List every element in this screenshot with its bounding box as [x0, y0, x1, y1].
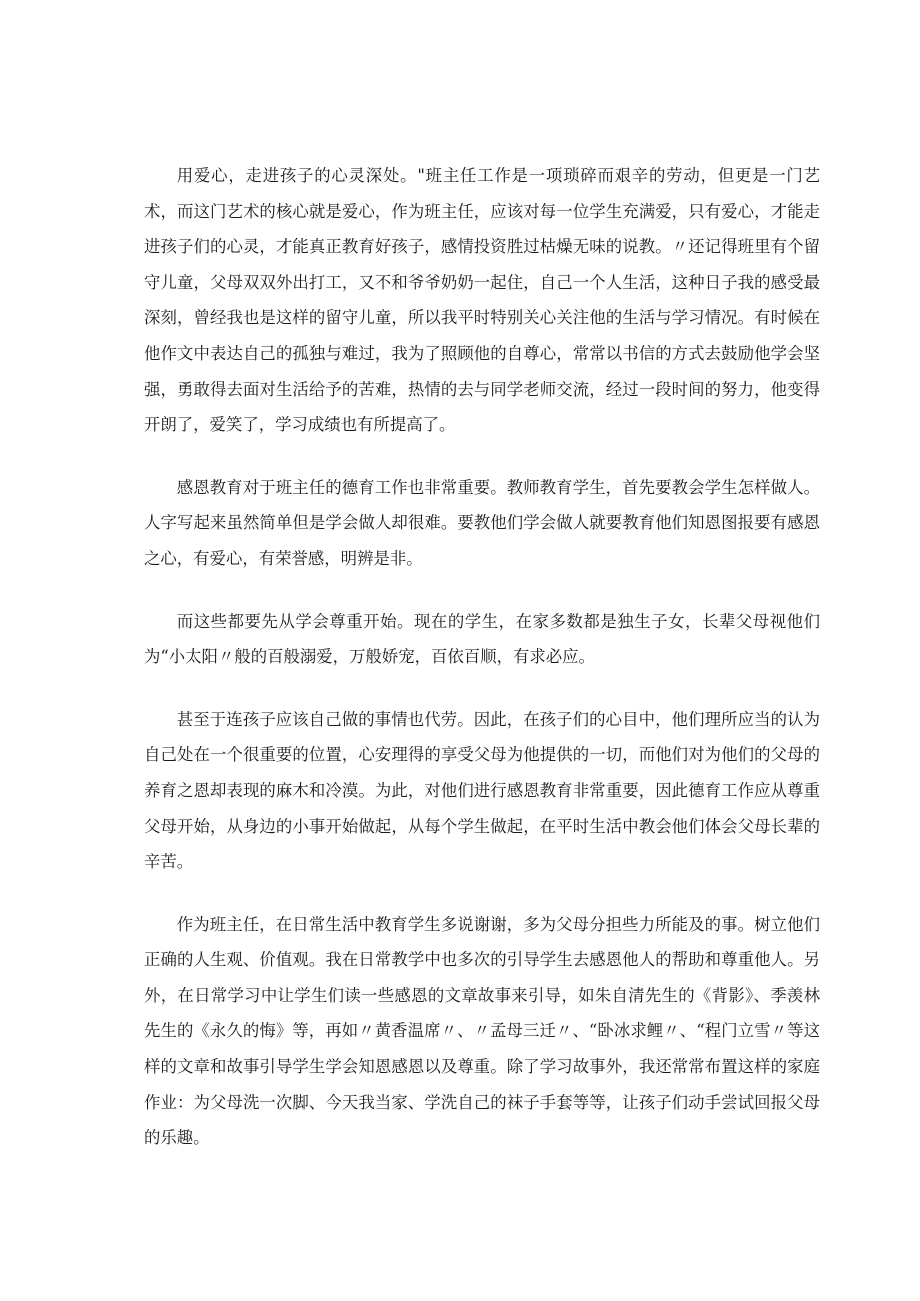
paragraph-gratitude-education: 感恩教育对于班主任的德育工作也非常重要。教师教育学生，首先要教会学生怎样做人。人字写起来虽然简单但是学会做人却很难。要教他们学会做人就要教育他们知恩图报要有感恩之心，有爱心，有荣誉感，明辨是非。: [144, 477, 820, 568]
paragraph-learn-respect: 而这些都要先从学会尊重开始。现在的学生，在家多数都是独生子女，长辈父母视他们为“小太阳〃般的百般溺爱，万般娇宠，百依百顺，有求必应。: [144, 611, 820, 667]
document-body: [144, 158, 820, 1183]
paragraph-class-teacher-practice: 作为班主任，在日常生活中教育学生多说谢谢，多为父母分担些力所能及的事。树立他们正确的人生观、价值观。我在日常教学中也多次的引导学生去感恩他人的帮助和尊重他人。另外，在日常学习中让学生们读一些感恩的文章故事来引导，如朱自清先生的《背影》、季羡林先生的《永久的悔》等，再如〃黄香温席〃、〃孟母三迁〃、“卧冰求鲤〃、“程门立雪〃等这样的文章和故事引导学生学会知恩感恩以及尊重。除了学习故事外，我还常常布置这样的家庭作业：为父母洗一次脚、今天我当家、学洗自己的袜子手套等等，让孩子们动手尝试回报父母的乐趣。: [144, 914, 820, 1148]
paragraph-love-heart: 用爱心，走进孩子的心灵深处。"班主任工作是一项琐碎而艰辛的劳动，但更是一门艺术，而这门艺术的核心就是爱心，作为班主任，应该对每一位学生充满爱，只有爱心，才能走进孩子们的心灵，才能真正教育好孩子，感情投资胜过枯燥无味的说教。〃还记得班里有个留守儿童，父母双双外出打工，又不和爷爷奶奶一起住，自己一个人生活，这种日子我的感受最深刻，曾经我也是这样的留守儿童，所以我平时特别关心关注他的生活与学习情况。有时候在他作文中表达自己的孤独与难过，我为了照顾他的自尊心，常常以书信的方式去鼓励他学会坚强，勇敢得去面对生活给予的苦难，热情的去与同学老师交流，经过一段时间的努力，他变得开朗了，爱笑了，学习成绩也有所提高了。: [144, 166, 820, 435]
paragraph-parents-indifference: 甚至于连孩子应该自己做的事情也代劳。因此，在孩子们的心目中，他们理所应当的认为自己处在一个很重要的位置，心安理得的享受父母为他提供的一切，而他们对为他们的父母的养育之恩却表现的麻木和冷漠。为此，对他们进行感恩教育非常重要，因此德育工作应从尊重父母开始，从身边的小事开始做起，从每个学生做起，在平时生活中教会他们体会父母长辈的辛苦。: [144, 709, 820, 872]
